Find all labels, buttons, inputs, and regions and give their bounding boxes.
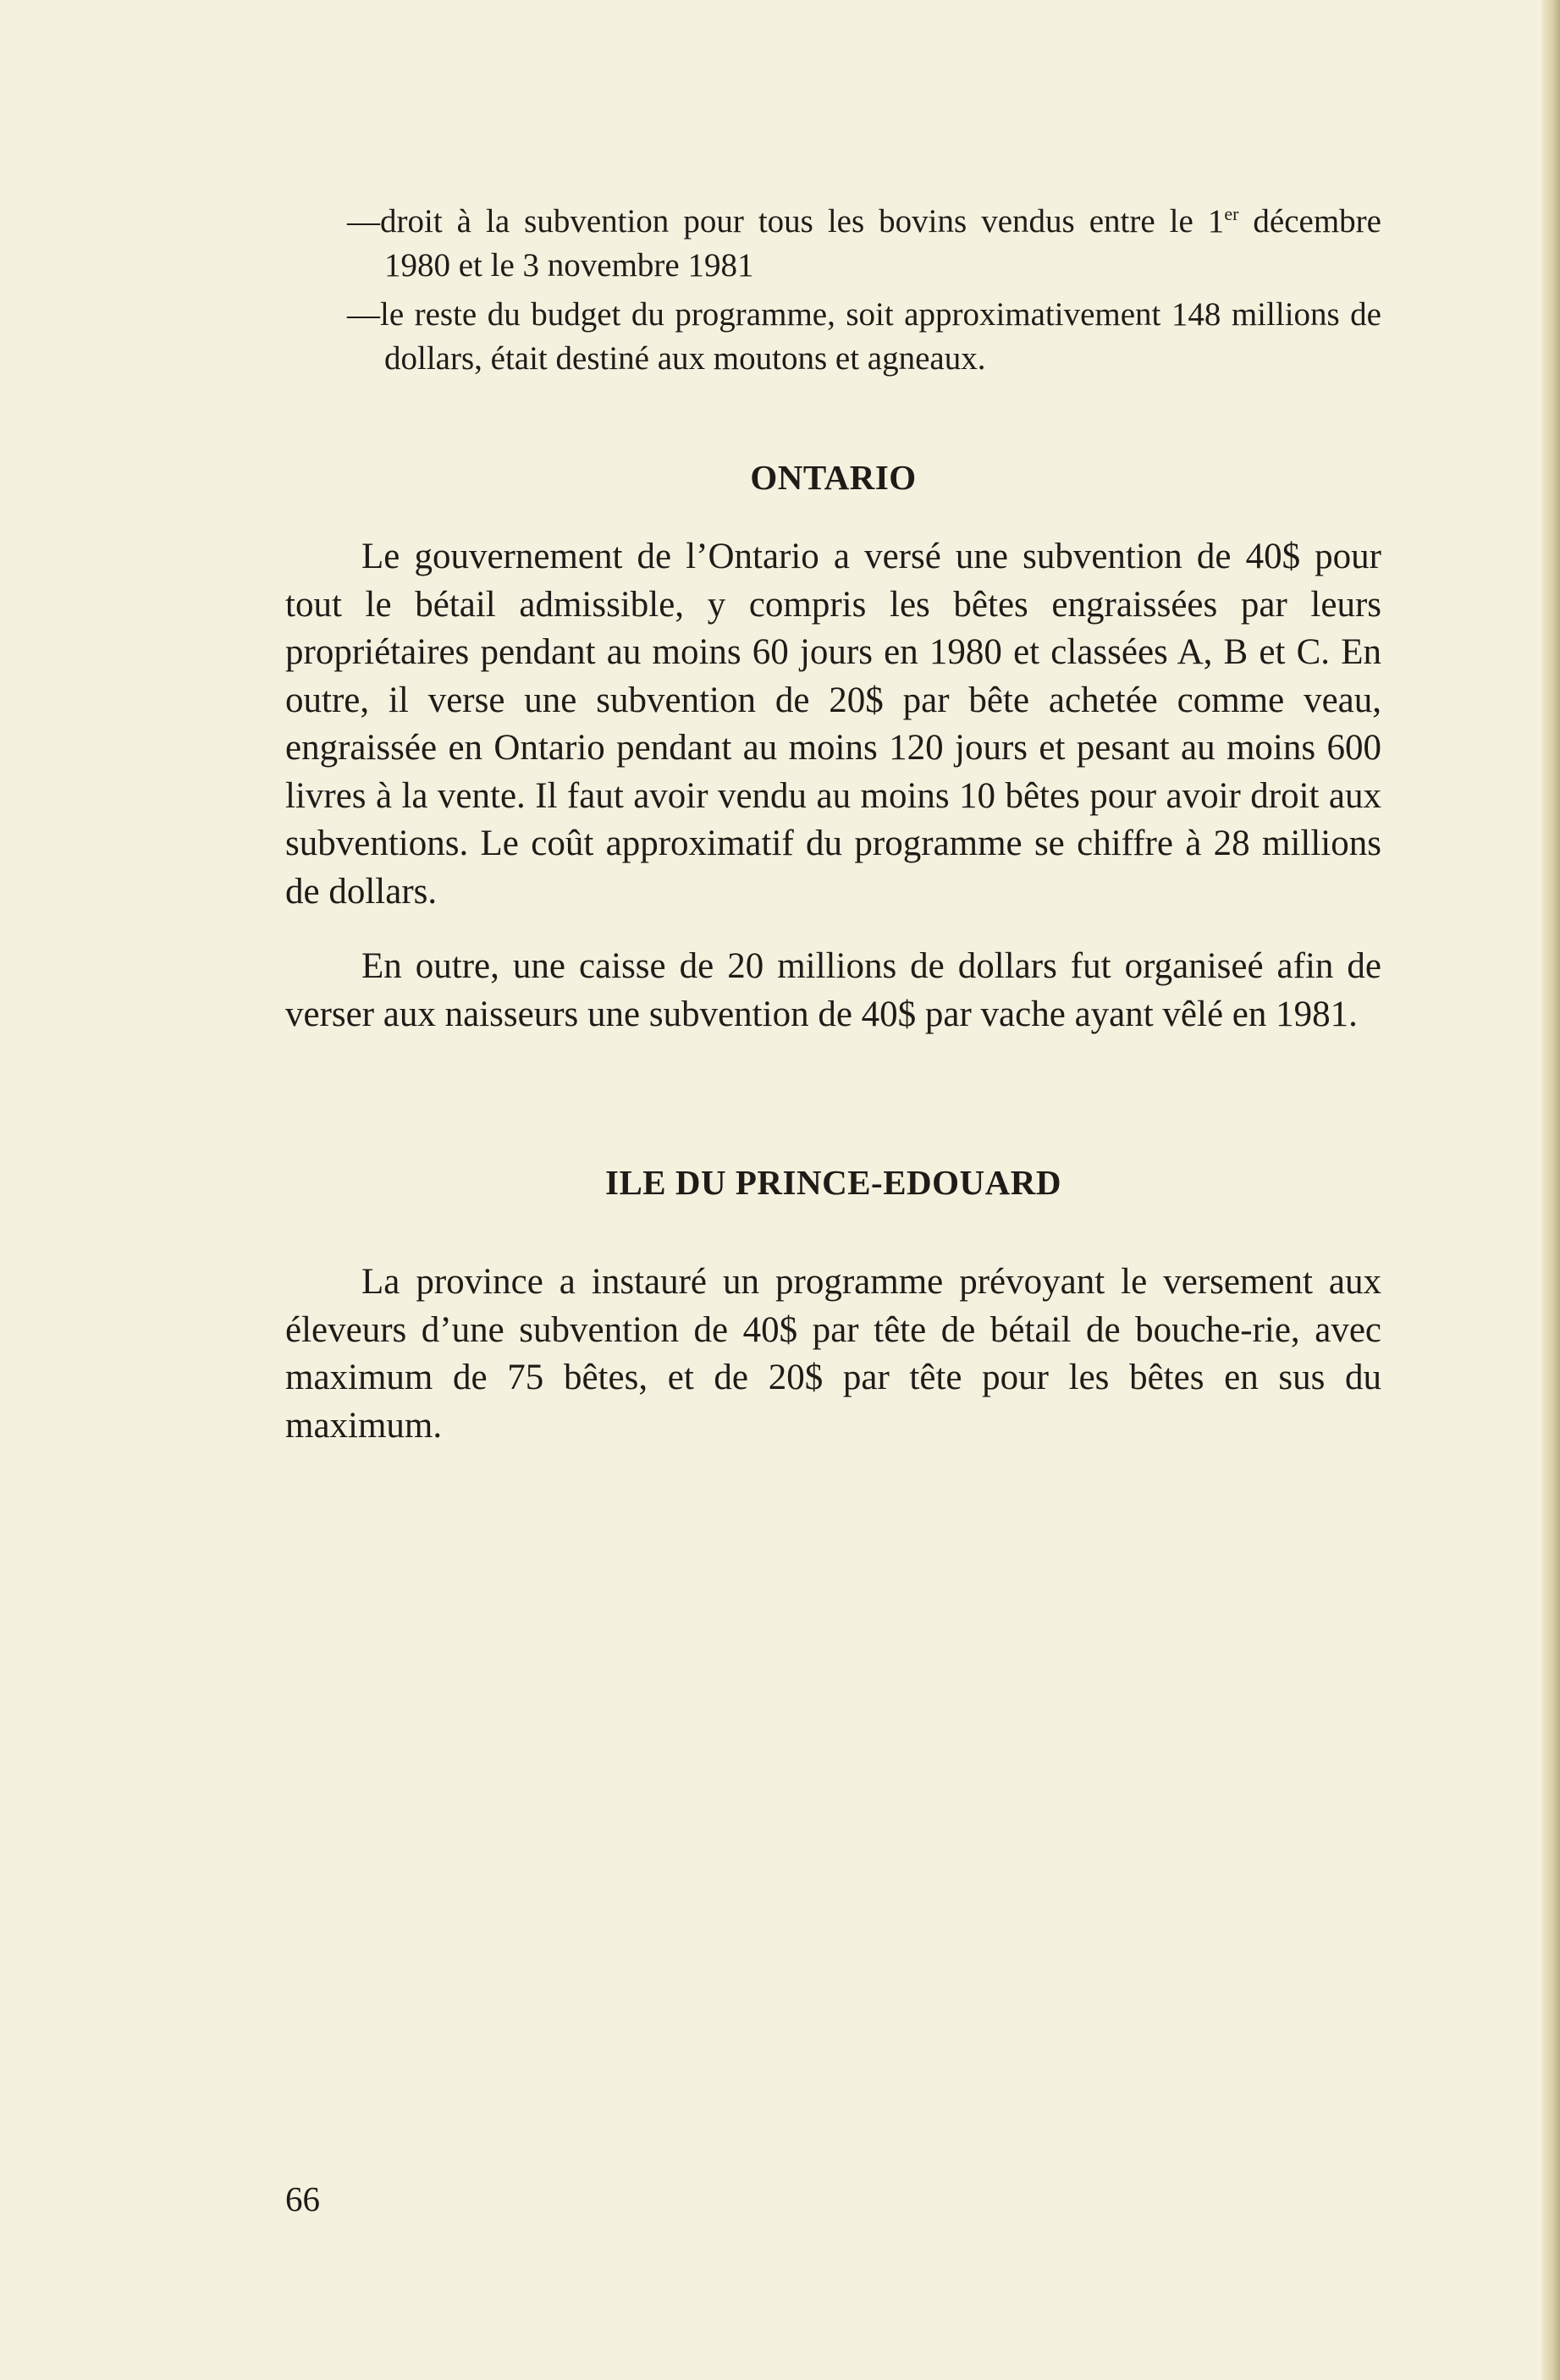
paragraph-ontario-calf-fund: En outre, une caisse de 20 millions de dollars fut organiseé afin de verser aux naisseurs une subvention de 40$ par vache ayant vêlé en 1981. [285,946,1381,1034]
page-edge-shadow [1541,0,1560,2380]
bullet-text: —le reste du budget du programme, soit approximativement 148 millions de dollars, était destiné aux moutons et agneaux. [347,296,1381,377]
section-heading-ontario: ONTARIO [750,458,917,497]
bullet-item-cattle-subsidy [347,200,1381,288]
bullet-item-remaining-budget [347,293,1381,381]
page-number: 66 [285,2179,320,2218]
paragraph-ontario-subsidy: Le gouvernement de l’Ontario a versé une subvention de 40$ pour tout le bétail admissible, y compris les bêtes engraissées par leurs propriétaires pendant au moins 60 jours en 1980 et classées A, B et C. En outre, il verse une subvention de 20$ par bête achetée comme veau, engraissée en Ontario pendant au moins 120 jours et pesant au moins 600 livres à la vente. Il faut avoir vendu au moins 10 bêtes pour avoir droit aux subventions. Le coût approximatif du programme se chiffre à 28 millions de dollars. [285,537,1381,912]
ordinal-superscript: er [1224,203,1239,224]
bullet-text-continued: décembre 1980 et le 3 novembre 1981 [384,203,1381,284]
section-heading-pei: ILE DU PRINCE-EDOUARD [605,1163,1061,1202]
bullet-text: —droit à la subvention pour tous les bovins vendus entre le 1 [347,203,1225,240]
paragraph-pei-program: La province a instauré un programme prévoyant le versement aux éleveurs d’une subvention de 40$ par tête de bétail de bouche-rie, avec maximum de 75 bêtes, et de 20$ par tête pour les bêtes en sus du maximum. [285,1262,1381,1446]
